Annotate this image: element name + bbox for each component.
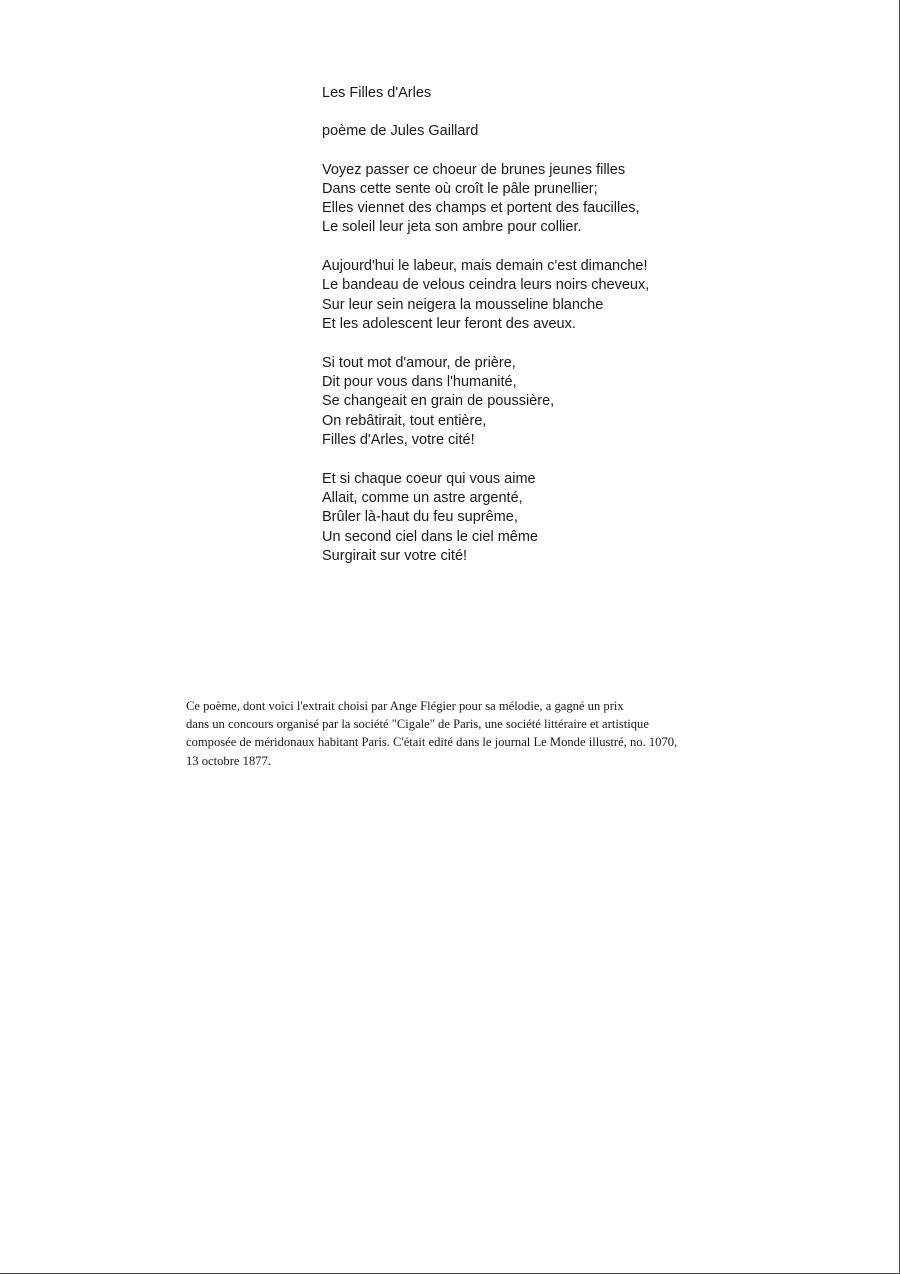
poem-line: Dans cette sente où croît le pâle prunellier; [322, 180, 598, 197]
poem-line: Se changeait en grain de poussière, [322, 393, 555, 410]
stanza-4 [322, 470, 762, 566]
poem-line: Sur leur sein neigera la mousseline blanche [322, 296, 604, 313]
poem-line: Elles viennet des champs et portent des faucilles, [322, 200, 640, 217]
poem-line: Voyez passer ce choeur de brunes jeunes filles [322, 161, 626, 178]
poem-line: Aujourd'hui le labeur, mais demain c'est dimanche! [322, 258, 648, 275]
poem-line: Et les adolescent leur feront des aveux. [322, 316, 576, 333]
poem-line: Allait, comme un astre argenté, [322, 490, 523, 507]
footnote-paragraph [186, 697, 806, 770]
poem-line: On rebâtirait, tout entière, [322, 412, 487, 429]
stanza-1 [322, 161, 762, 238]
poem-line: Le soleil leur jeta son ambre pour collier. [322, 219, 582, 236]
poem-line: Filles d'Arles, votre cité! [322, 432, 475, 449]
poem-line: Le bandeau de velous ceindra leurs noirs cheveux, [322, 277, 650, 294]
stanza-2 [322, 257, 762, 334]
footnote-line: 13 octobre 1877. [186, 753, 271, 768]
poem-line: Surgirait sur votre cité! [322, 548, 468, 565]
poem-line: Si tout mot d'amour, de prière, [322, 354, 516, 371]
poem-title: Les Filles d'Arles [322, 85, 432, 101]
stanza-3 [322, 354, 762, 450]
footnote-line: Ce poème, dont voici l'extrait choisi par Ange Flégier pour sa mélodie, a gagné un prix [186, 699, 624, 713]
footnote-line: composée de méridonaux habitant Paris. C'était edité dans le journal Le Monde illustré, no. 1070, [186, 735, 678, 750]
poem-line: Brûler là-haut du feu suprême, [322, 509, 518, 526]
poem-line: Dit pour vous dans l'humanité, [322, 374, 517, 391]
poem-line: Un second ciel dans le ciel même [322, 528, 538, 545]
poem-line: Et si chaque coeur qui vous aime [322, 470, 536, 487]
footnote-line: dans un concours organisé par la société "Cigale" de Paris, une société littéraire et artistique [186, 717, 649, 732]
poem-author: poème de Jules Gaillard [322, 123, 479, 139]
poem-block [322, 84, 762, 566]
